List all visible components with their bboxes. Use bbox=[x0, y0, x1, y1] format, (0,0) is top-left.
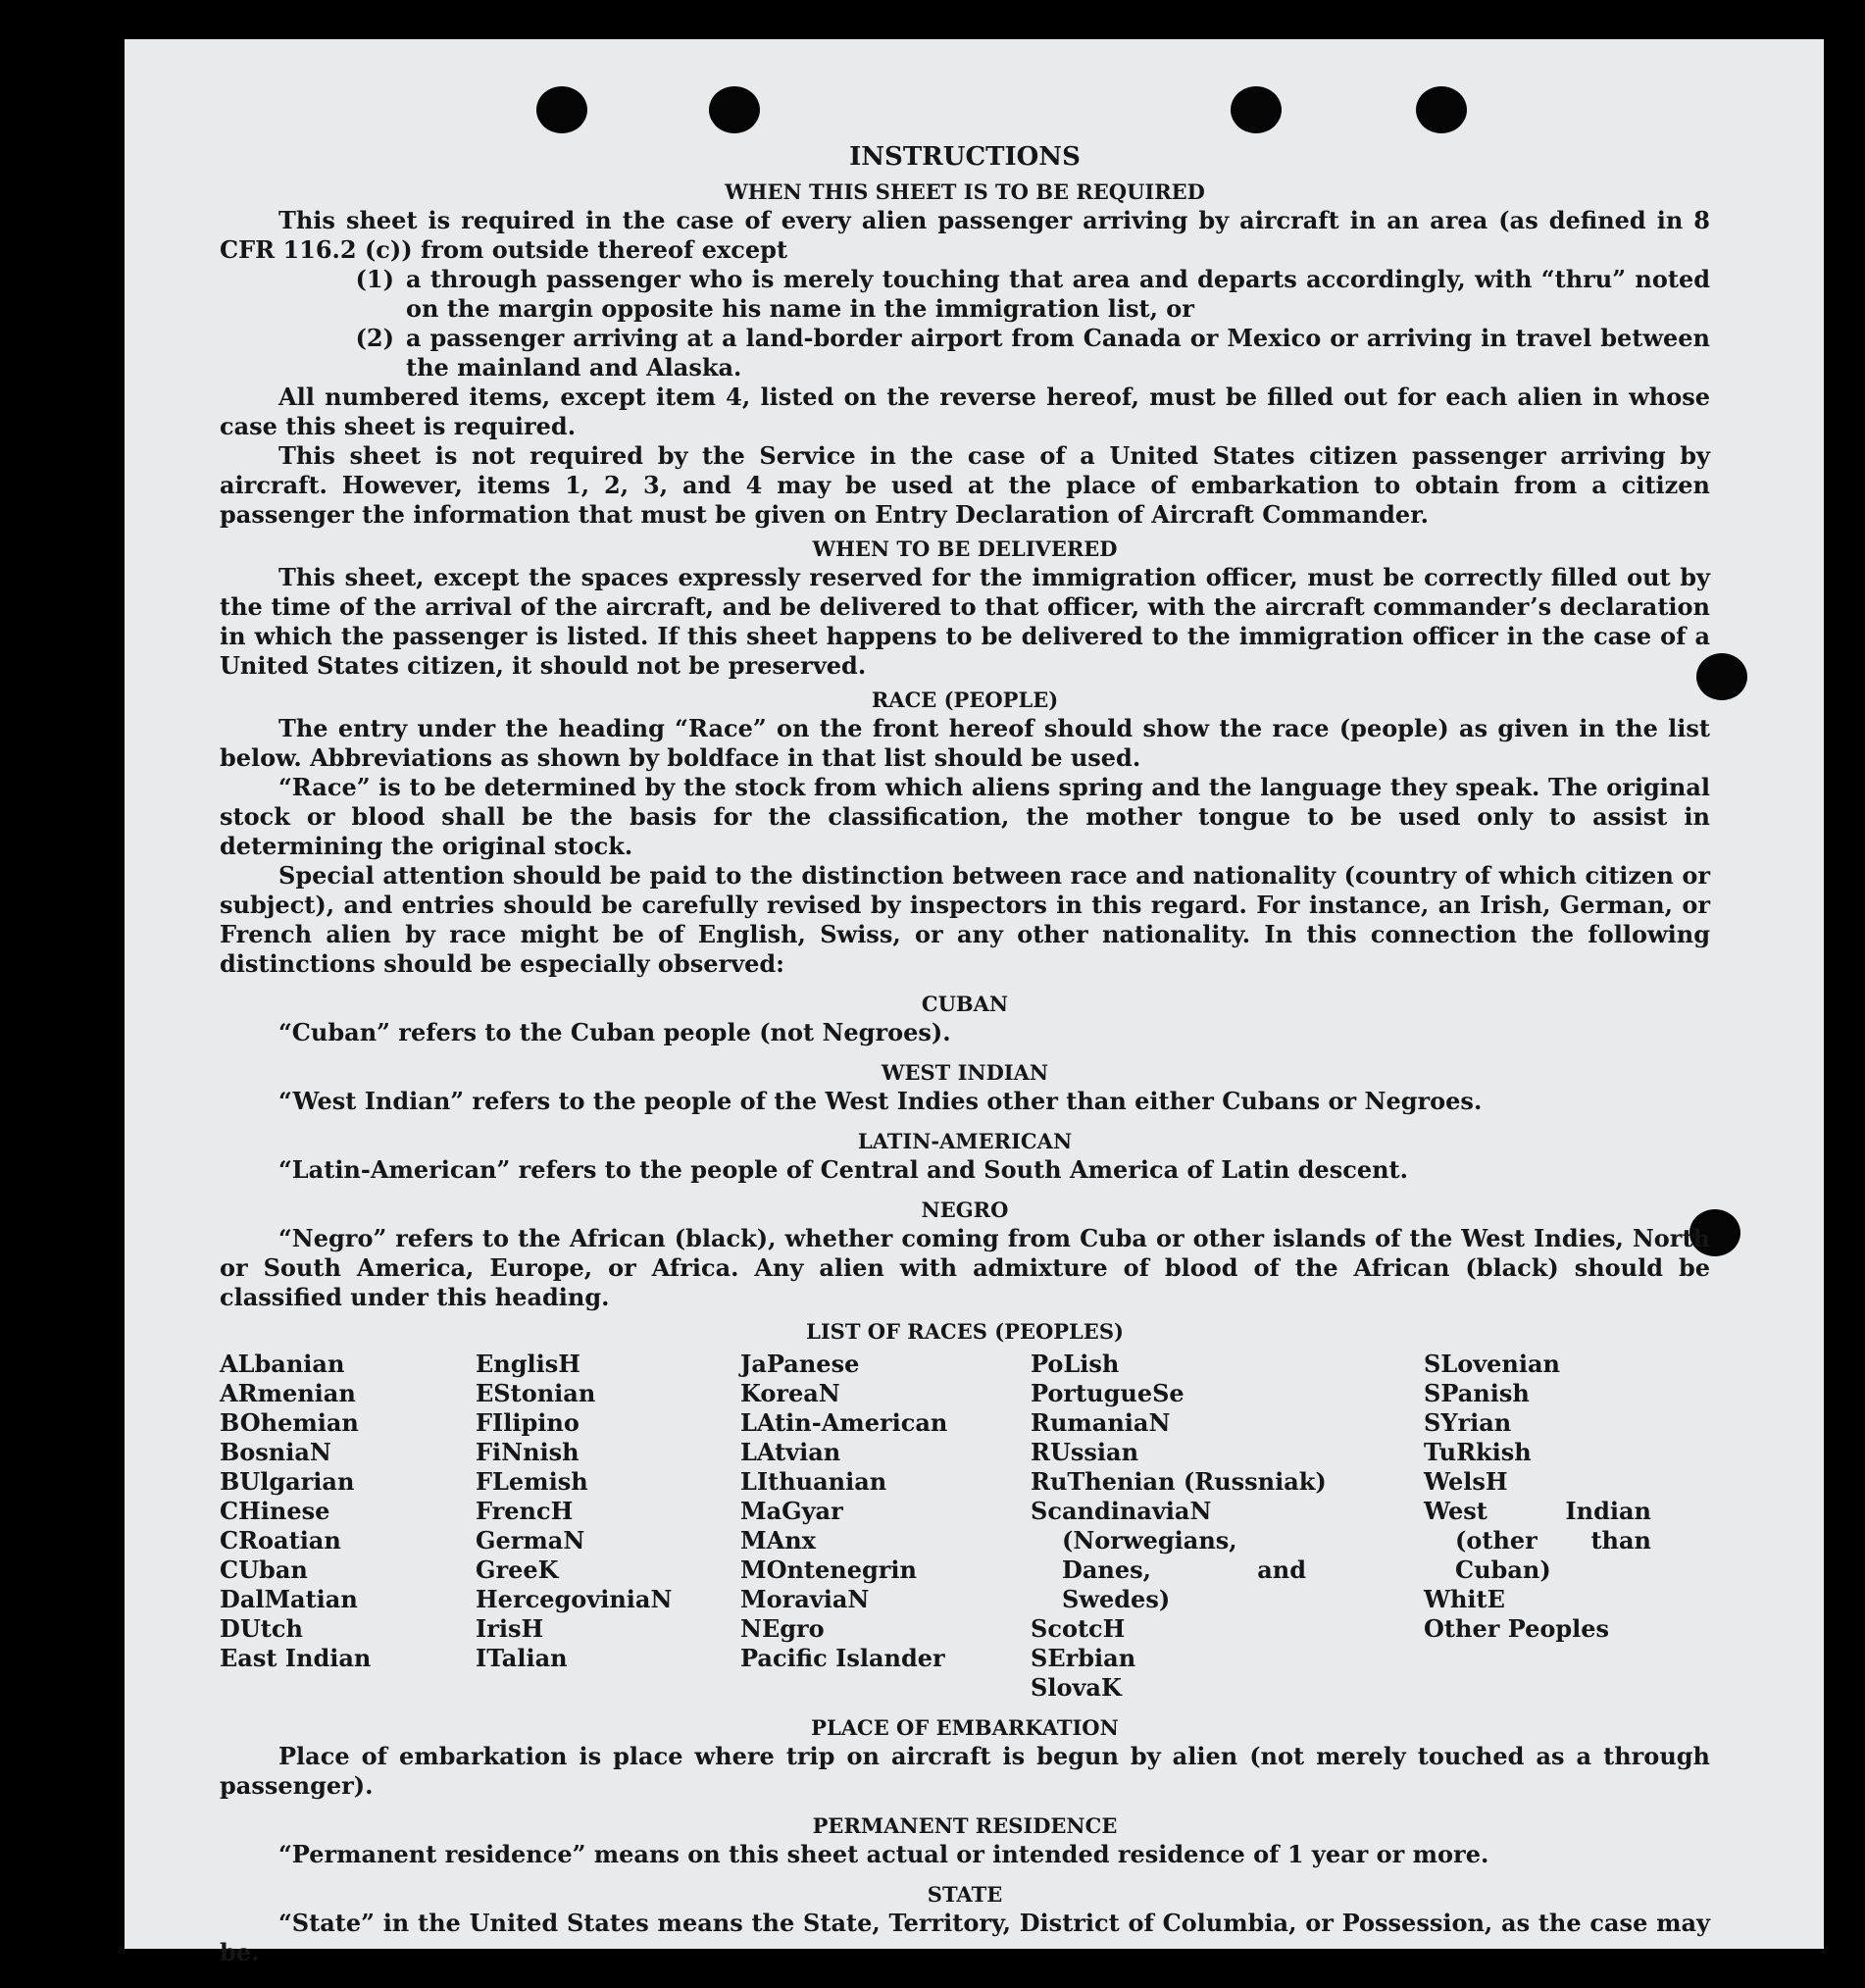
race-entry: SlovaK bbox=[1031, 1673, 1122, 1702]
item-text: a passenger arriving at a land-border airport from Canada or Mexico or arriving in travel between the mainland and Alaska. bbox=[406, 324, 1710, 382]
race-entry: LAtin-American bbox=[740, 1408, 948, 1437]
section-heading-when-delivered: WHEN TO BE DELIVERED bbox=[812, 536, 1118, 561]
punch-hole bbox=[1416, 86, 1467, 133]
race-entry: SLovenian bbox=[1424, 1350, 1560, 1378]
race-entry: LIthuanian bbox=[740, 1467, 887, 1496]
race-entry: RumaniaN bbox=[1031, 1408, 1171, 1437]
race-entry: WhitE bbox=[1424, 1585, 1505, 1613]
race-entry: East Indian bbox=[220, 1644, 372, 1672]
paragraph: “West Indian” refers to the people of the West Indies other than either Cubans or Negroes. bbox=[278, 1087, 1483, 1115]
item-text: a through passenger who is merely touching that area and departs accordingly, with “thru” noted on the margin opposite his name in the immigration list, or bbox=[406, 265, 1710, 323]
race-entry: SPanish bbox=[1424, 1379, 1530, 1407]
item-number: (2) bbox=[355, 324, 394, 352]
paragraph: All numbered items, except item 4, listed on the reverse hereof, must be filled out for each alien in whose case this sheet is required. bbox=[220, 382, 1710, 440]
paragraph: “Permanent residence” means on this sheet actual or intended residence of 1 year or more. bbox=[278, 1840, 1489, 1868]
document-title: INSTRUCTIONS bbox=[849, 142, 1081, 172]
section-heading-west-indian: WEST INDIAN bbox=[881, 1060, 1049, 1085]
race-entry: JaPanese bbox=[740, 1350, 860, 1378]
race-entry: EStonian bbox=[476, 1379, 596, 1407]
race-entry: NEgro bbox=[740, 1614, 825, 1643]
race-entry: ScandinaviaN (Norwegians, Danes, and Swedes) bbox=[1031, 1497, 1306, 1613]
document-page bbox=[125, 39, 1824, 1966]
paragraph: This sheet is required in the case of every alien passenger arriving by aircraft in an area (as defined in 8 CFR 116.2 (c)) from outside thereof except bbox=[220, 206, 1710, 264]
race-entry: GermaN bbox=[476, 1526, 585, 1555]
section-heading-state: STATE bbox=[927, 1882, 1003, 1907]
item-number: (1) bbox=[355, 265, 394, 293]
punch-hole bbox=[709, 86, 760, 133]
section-heading-residence: PERMANENT RESIDENCE bbox=[812, 1813, 1118, 1838]
paragraph: Special attention should be paid to the distinction between race and nationality (country of which citizen or subject), and entries should be carefully revised by inspectors in this regard. For instance, an Irish, German, or French alien by race might be of English, Swiss, or any other nationality. In this connection the following distinctions should be especially observed: bbox=[220, 861, 1710, 978]
races-column bbox=[1031, 1350, 1424, 1703]
race-entry: MoraviaN bbox=[740, 1585, 870, 1613]
paragraph: “Latin-American” refers to the people of Central and South America of Latin descent. bbox=[278, 1155, 1408, 1184]
races-column bbox=[740, 1350, 1031, 1703]
punch-hole bbox=[1231, 86, 1282, 133]
race-entry: SErbian bbox=[1031, 1644, 1136, 1672]
paragraph: “State” in the United States means the State, Territory, District of Columbia, or Possession, as the case may be. bbox=[220, 1909, 1710, 1966]
paragraph: “Race” is to be determined by the stock from which aliens spring and the language they speak. The original stock or blood shall be the basis for the classification, the mother tongue to be used only to assist in determining the original stock. bbox=[220, 773, 1710, 860]
race-entry: Other Peoples bbox=[1424, 1614, 1610, 1643]
race-entry: CUban bbox=[220, 1555, 308, 1584]
race-entry: CHinese bbox=[220, 1497, 330, 1525]
instructions-content bbox=[220, 141, 1710, 1967]
race-entry: IrisH bbox=[476, 1614, 544, 1643]
race-entry: LAtvian bbox=[740, 1438, 841, 1466]
section-heading-when-required: WHEN THIS SHEET IS TO BE REQUIRED bbox=[725, 179, 1205, 204]
races-column bbox=[220, 1350, 476, 1703]
race-entry: ALbanian bbox=[220, 1350, 345, 1378]
race-entry: GreeK bbox=[476, 1555, 559, 1584]
exception-item bbox=[220, 265, 1710, 324]
paragraph: Place of embarkation is place where trip on aircraft is begun by alien (not merely touched as a through passenger). bbox=[220, 1742, 1710, 1800]
race-entry: BosniaN bbox=[220, 1438, 331, 1466]
section-heading-latin-american: LATIN-AMERICAN bbox=[857, 1129, 1073, 1153]
paragraph: This sheet, except the spaces expressly reserved for the immigration officer, must be correctly filled out by the time of the arrival of the aircraft, and be delivered to that officer, with the aircraft commander’s declaration in which the passenger is listed. If this sheet happens to be delivered to the immigration officer in the case of a United States citizen, it should not be preserved. bbox=[220, 563, 1710, 680]
race-entry: BOhemian bbox=[220, 1408, 359, 1437]
race-entry: RuThenian (Russniak) bbox=[1031, 1467, 1327, 1496]
race-entry: WelsH bbox=[1424, 1467, 1508, 1496]
race-entry: PortugueSe bbox=[1031, 1379, 1185, 1407]
punch-hole bbox=[536, 86, 587, 133]
race-entry: MaGyar bbox=[740, 1497, 843, 1525]
race-entry: FLemish bbox=[476, 1467, 588, 1496]
section-heading-embarkation: PLACE OF EMBARKATION bbox=[811, 1715, 1119, 1740]
races-column bbox=[476, 1350, 740, 1703]
race-entry: FrencH bbox=[476, 1497, 574, 1525]
race-entry: SYrian bbox=[1424, 1408, 1512, 1437]
race-entry: FIlipino bbox=[476, 1408, 580, 1437]
races-list bbox=[220, 1350, 1710, 1703]
race-entry: HercegoviniaN bbox=[476, 1585, 673, 1613]
race-entry: ARmenian bbox=[220, 1379, 356, 1407]
race-entry: West Indian (other than Cuban) bbox=[1424, 1497, 1651, 1584]
races-column bbox=[1424, 1350, 1710, 1703]
exception-item bbox=[220, 324, 1710, 382]
race-entry: TuRkish bbox=[1424, 1438, 1532, 1466]
race-entry: ITalian bbox=[476, 1644, 568, 1672]
section-heading-negro: NEGRO bbox=[921, 1198, 1009, 1222]
paragraph: “Cuban” refers to the Cuban people (not Negroes). bbox=[278, 1018, 951, 1046]
race-entry: PoLish bbox=[1031, 1350, 1120, 1378]
race-entry: DalMatian bbox=[220, 1585, 358, 1613]
race-entry: MOntenegrin bbox=[740, 1555, 917, 1584]
race-entry: ScotcH bbox=[1031, 1614, 1126, 1643]
race-entry: RUssian bbox=[1031, 1438, 1139, 1466]
paragraph: The entry under the heading “Race” on the front hereof should show the race (people) as given in the list below. Abbreviations as shown by boldface in that list should be used. bbox=[220, 714, 1710, 772]
race-entry: FiNnish bbox=[476, 1438, 580, 1466]
race-entry: CRoatian bbox=[220, 1526, 341, 1555]
race-entry: DUtch bbox=[220, 1614, 303, 1643]
race-entry: EnglisH bbox=[476, 1350, 580, 1378]
race-entry: KoreaN bbox=[740, 1379, 840, 1407]
race-entry: MAnx bbox=[740, 1526, 816, 1555]
section-heading-cuban: CUBAN bbox=[921, 992, 1009, 1016]
section-heading-list-of-races: LIST OF RACES (PEOPLES) bbox=[806, 1319, 1124, 1344]
paragraph: “Negro” refers to the African (black), whether coming from Cuba or other islands of the West Indies, North or South America, Europe, or Africa. Any alien with admixture of blood of the African (black) should be classified under this heading. bbox=[220, 1224, 1710, 1311]
section-heading-race: RACE (PEOPLE) bbox=[871, 688, 1059, 712]
race-entry: Pacific Islander bbox=[740, 1644, 945, 1672]
race-entry: BUlgarian bbox=[220, 1467, 355, 1496]
paragraph: This sheet is not required by the Service in the case of a United States citizen passenger arriving by aircraft. However, items 1, 2, 3, and 4 may be used at the place of embarkation to obtain from a citizen passenger the information that must be given on Entry Declaration of Aircraft Commander. bbox=[220, 441, 1710, 529]
